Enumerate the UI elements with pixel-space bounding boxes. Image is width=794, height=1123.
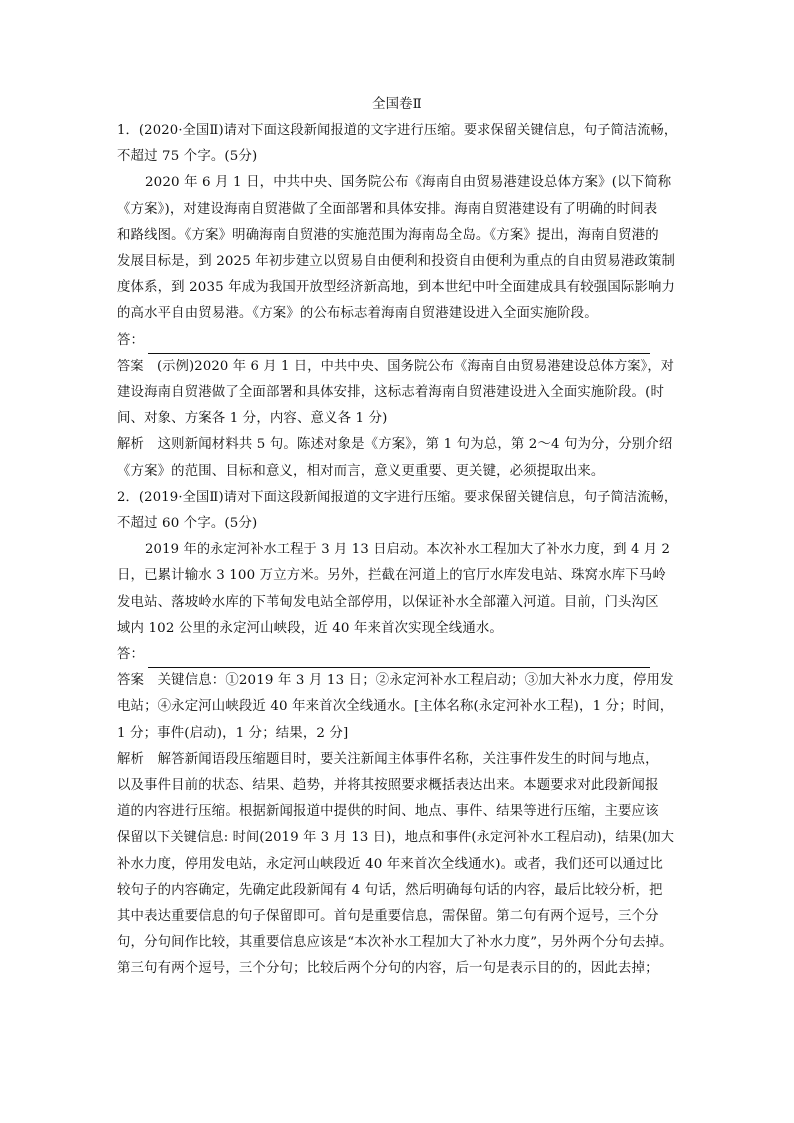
- q2-analysis-line: 较句子的内容确定，先确定此段新闻有 4 句话，然后明确每句话的内容，最后比较分析，把: [117, 882, 663, 898]
- q1-analysis: [117, 432, 677, 484]
- q2-answer-prompt: 答：: [117, 647, 145, 663]
- q2-answer: [117, 668, 677, 747]
- q1-answer: [117, 354, 677, 433]
- question-2: [117, 485, 677, 983]
- q1-stem-line: 1．(2020·全国Ⅱ)请对下面这段新闻报道的文字进行压缩。要求保留关键信息，句子简洁流畅，: [117, 123, 678, 138]
- q2-analysis-line: 以及事件目前的状态、结果、趋势，并将其按照要求概括表达出来。本题要求对此段新闻报: [117, 778, 659, 794]
- q2-passage: [117, 537, 677, 642]
- q1-passage-line: 度体系，到 2035 年成为我国开放型经济新高地，到本世纪中叶全面建成具有较强国际影响力: [117, 280, 676, 296]
- page-title: 全国卷Ⅱ: [372, 97, 422, 112]
- q2-analysis-line: 第三句有两个逗号，三个分句；比较后两个分句的内容，后一句是表示目的的，因此去掉；: [117, 961, 659, 977]
- q1-analysis-line: 《方案》的范围、目标和意义，相对而言，意义更重要、更关键，必须提取出来。: [117, 463, 605, 479]
- question-1: [117, 118, 677, 485]
- q2-analysis-line: 道的内容进行压缩。根据新闻报道中提供的时间、地点、事件、结果等进行压缩，主要应该: [117, 804, 659, 820]
- q1-passage-line: 和路线图。《方案》明确海南自贸港的实施范围为海南岛全岛。《方案》提出，海南自贸港的: [117, 227, 659, 243]
- q1-answer-line: 建设海南自贸港做了全面部署和具体安排，这标志着海南自贸港建设进入全面实施阶段。(时: [117, 385, 664, 401]
- q1-answer-prompt: 答：: [117, 332, 145, 348]
- q1-answer-line: 间、对象、方案各 1 分，内容、意义各 1 分): [117, 411, 388, 427]
- q2-stem-line: 不超过 60 个字。(5分): [117, 516, 258, 532]
- q2-answer-input-line[interactable]: [148, 651, 650, 668]
- q2-analysis-line: 补水力度，停用发电站，永定河山峡段近 40 年来首次全线通水)。或者，我们还可以通过比: [117, 856, 664, 872]
- q1-passage-line: 发展目标是，到 2025 年初步建立以贸易自由便利和投资自由便利为重点的自由贸易港政策制: [117, 254, 676, 270]
- document-page: [117, 92, 677, 983]
- q1-answer-line: 答案 (示例)2020 年 6 月 1 日，中共中央、国务院公布《海南自由贸易港建设总体方案》，对: [117, 358, 675, 374]
- q2-stem-line: 2．(2019·全国Ⅱ)请对下面这段新闻报道的文字进行压缩。要求保留关键信息，句子简洁流畅，: [117, 489, 678, 505]
- q2-analysis-line: 保留以下关键信息: 时间(2019 年 3 月 13 日)，地点和事件(永定河补水工程启动)，结果(加大: [117, 830, 675, 846]
- q2-analysis-line: 其中表达重要信息的句子保留即可。首句是重要信息，需保留。第二句有两个逗号，三个分: [117, 909, 659, 925]
- q2-answer-blank: [117, 642, 677, 668]
- q2-answer-line: 答案 关键信息：①2019 年 3 月 13 日；②永定河补水工程启动；③加大补水力度，停用发: [117, 673, 674, 689]
- q2-analysis: [117, 747, 677, 983]
- q2-answer-line: 1 分；事件(启动)，1 分；结果，2 分]: [117, 725, 349, 741]
- q2-answer-line: 电站；④永定河山峡段近 40 年来首次全线通水。[主体名称(永定河补水工程)，1 分；时间，: [117, 699, 674, 715]
- q2-passage-line: 2019 年的永定河补水工程于 3 月 13 日启动。本次补水工程加大了补水力度，到 4 月 2: [145, 542, 671, 558]
- q1-answer-input-line[interactable]: [148, 337, 650, 354]
- q2-passage-line: 日，已累计输水 3 100 万立方米。另外，拦截在河道上的官厅水库发电站、珠窝水库下马岭: [117, 568, 666, 584]
- q1-passage-line: 2020 年 6 月 1 日，中共中央、国务院公布《海南自由贸易港建设总体方案》(以下简称: [145, 175, 672, 191]
- q1-answer-blank: [117, 328, 677, 354]
- q2-analysis-line: 解析 解答新闻语段压缩题目时，要关注新闻主体事件名称，关注事件发生的时间与地点，: [117, 751, 659, 767]
- q1-stem: [117, 118, 677, 170]
- q2-stem: [117, 485, 677, 537]
- q2-passage-line: 域内 102 公里的永定河山峡段，近 40 年来首次实现全线通水。: [117, 620, 503, 636]
- q2-passage-line: 发电站、落坡岭水库的下苇甸发电站全部停用，以保证补水全部灌入河道。目前，门头沟区: [117, 594, 659, 610]
- q1-passage-line: 《方案》)，对建设海南自贸港做了全面部署和具体安排。海南自贸港建设有了明确的时间表: [117, 201, 658, 217]
- q1-passage: [117, 170, 677, 327]
- q1-stem-line: 不超过 75 个字。(5分): [117, 149, 258, 165]
- q2-analysis-line: 句，分句间作比较，其重要信息应该是“本次补水工程加大了补水力度”，另外两个分句去掉。: [117, 935, 673, 951]
- q1-analysis-line: 解析 这则新闻材料共 5 句。陈述对象是《方案》，第 1 句为总，第 2～4 句为分，分别介绍: [117, 437, 673, 453]
- q1-passage-line: 的高水平自由贸易港。《方案》的公布标志着海南自贸港建设进入全面实施阶段。: [117, 306, 598, 322]
